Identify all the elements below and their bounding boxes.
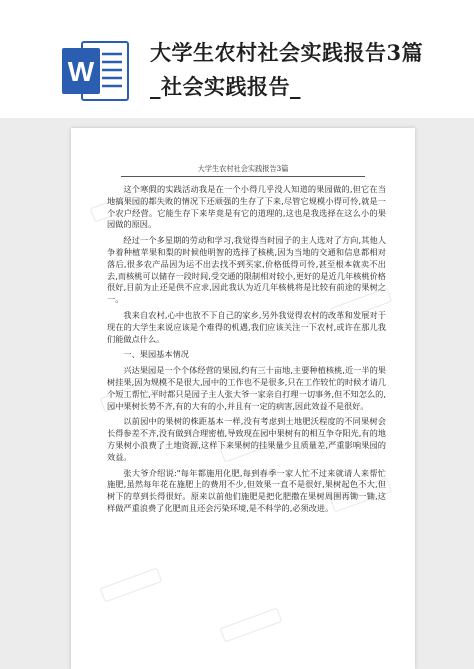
document-body xyxy=(107,184,386,519)
paragraph: 我来自农村,心中也放不下自己的家乡,另外我觉得农村的改革和发展对于现在的大学生来说应该是个难得的机遇,我们应该关注一下农村,或许在那儿我们能做点什么。 xyxy=(107,309,386,344)
section-heading: 一、果园基本情况 xyxy=(123,349,189,360)
running-header: 大学生农村社会实践报告3篇 xyxy=(197,164,289,173)
page-title: 大学生农村社会实践报告3篇 _社会实践报告_ xyxy=(150,40,424,99)
header-divider xyxy=(121,176,365,177)
word-icon-letter: W xyxy=(67,56,95,87)
paragraph: 张大爷介绍说:"每年都施用化肥,每到春季一家人忙不过来就请人来帮忙施肥,虽然每年花在施肥上的费用不少,但效果一直不是很好,果树起色不大,但树下的草到长得很好。原来以前他们施肥是把化肥撒在果树周围再锄一锄,这样做严重浪费了化肥而且还会污染环境,是不科学的,必须改进。 xyxy=(107,467,386,513)
paragraph: 经过一个多星期的劳动和学习,我觉得当时园子的主人选对了方向,其他人争着种植苹果和梨的时候他明智的选择了核桃,因为当地的交通和信息都相对落后,很多农产品因为运不出去找不到买家,价格低得可怜,甚至根本就卖不出去,而核桃可以储存一段时间,受交通的限制相对较小,更好的是近几年核桃价格很好,目前为止还是供不应求,因此我认为近几年核桃将是比较有前途的果树之一。 xyxy=(107,235,386,305)
paragraph: 兴达果园是一个个体经营的果园,约有三十亩地,主要种植核桃,近一半的果树挂果,因为规模不是很大,园中的工作也不是很多,只在工作较忙的时候才请几个短工帮忙,平时都只是园子主人张大爷一家亲自打理一切事务,但不知怎么的,园中果树长势不齐,有的大有的小,并且有一定的病害,因此效益不是很好。 xyxy=(107,365,386,411)
paragraph: 以前园中的果树的株距基本一样,没有考虑到土地肥沃程度的不同果树会长得参差不齐,没有做到合理密植,导致现在园中果树有的相互争夺阳光,有的地方果树小浪费了土地资源,这样下来果树的挂果量少且质量差,严重影响果园的效益。 xyxy=(107,416,386,462)
document-page xyxy=(71,128,415,669)
word-doc-icon xyxy=(62,40,130,102)
paragraph: 这个寒假的实践活动我是在一个小得几乎没人知道的果园做的,但它在当地搞果园的都失败的情况下还顽强的生存了下来,尽管它规模小得可怜,就是一个农户经营。它能生存下来毕竟是有它的道理的,这也是我选择在这么小的果园做的原因。 xyxy=(107,184,386,230)
header-banner xyxy=(0,0,474,118)
